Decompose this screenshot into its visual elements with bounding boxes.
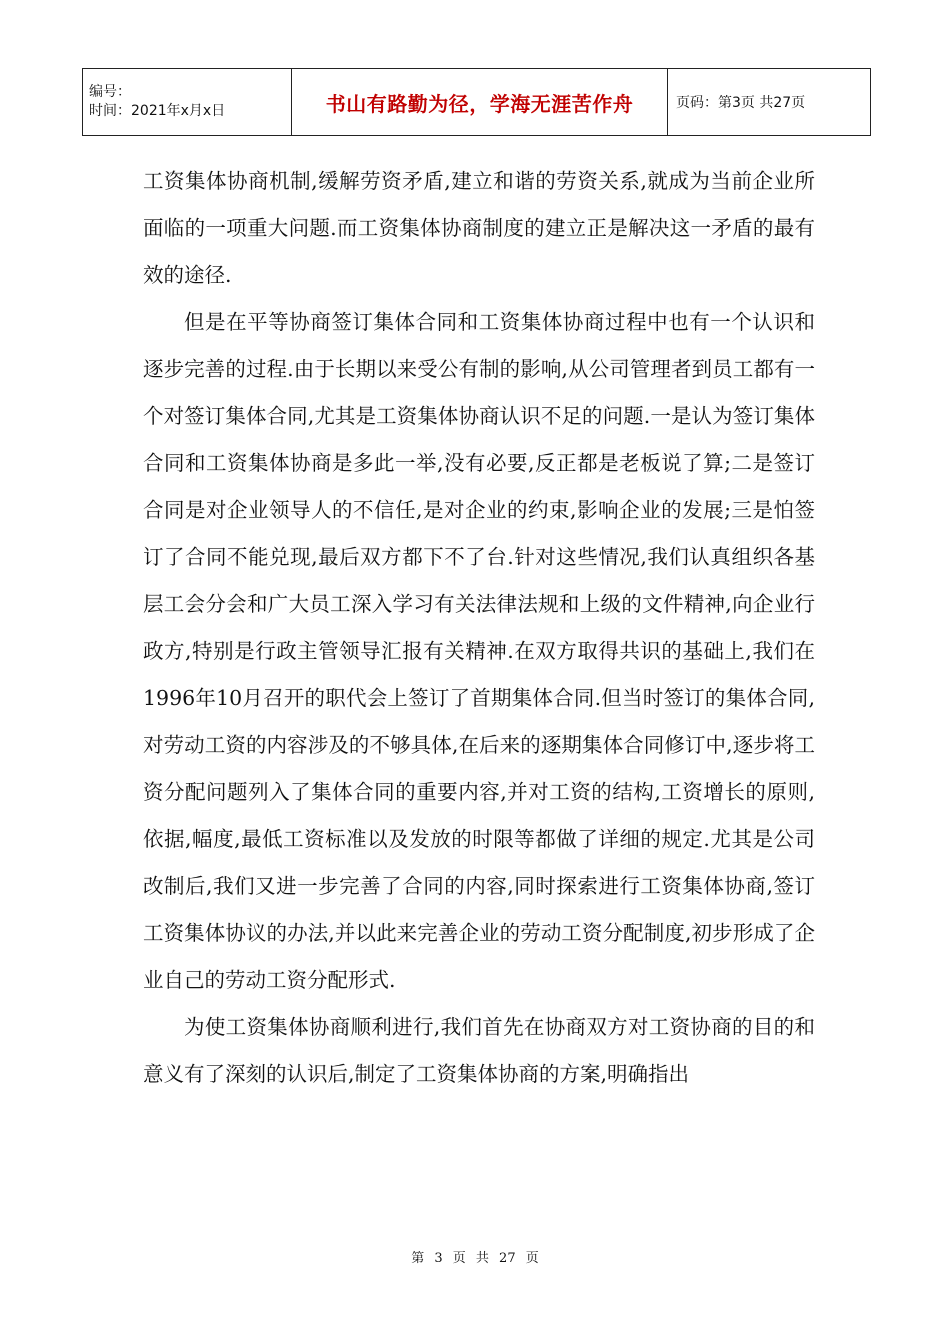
body-paragraph-1: 工资集体协商机制,缓解劳资矛盾,建立和谐的劳资关系,就成为当前企业所面临的一项重大问题.而工资集体协商制度的建立正是解决这一矛盾的最有效的途径. — [143, 169, 815, 287]
date-label: 时间：2021年x月x日 — [89, 103, 226, 119]
body-paragraph-2: 但是在平等协商签订集体合同和工资集体协商过程中也有一个认识和逐步完善的过程.由于长期以来受公有制的影响,从公司管理者到员工都有一个对签订集体合同,尤其是工资集体协商认识不足的问题.一是认为签订集体合同和工资集体协商是多此一举,没有必要,反正都是老板说了算;二是签订合同是对企业领导人的不信任,是对企业的约束,影响企业的发展;三是怕签订了合同不能兑现,最后双方都下不了台.针对这些情况,我们认真组织各基层工会分会和广大员工深入学习有关法律法规和上级的文件精神,向企业行政方,特别是行政主管领导汇报有关精神.在双方取得共识的基础上,我们在1996年10月召开的职代会上签订了首期集体合同.但当时签订的集体合同,对劳动工资的内容涉及的不够具体,在后来的逐期集体合同修订中,逐步将工资分配问题列入了集体合同的重要内容,并对工资的结构,工资增长的原则,依据,幅度,最低工资标准以及发放的时限等都做了详细的规定.尤其是公司改制后,我们又进一步完善了合同的内容,同时探索进行工资集体协商,签订工资集体协议的办法,并以此来完善企业的劳动工资分配制度,初步形成了企业自己的劳动工资分配形式. — [143, 310, 815, 992]
header-page-info: 页码：第3页 共27页 — [668, 69, 871, 136]
header-meta-cell — [83, 69, 292, 136]
serial-number-label: 编号： — [89, 84, 131, 100]
header-motto: 书山有路勤为径，学海无涯苦作舟 — [292, 69, 668, 136]
document-body — [143, 158, 815, 1098]
document-header — [82, 68, 871, 136]
body-paragraph-3: 为使工资集体协商顺利进行,我们首先在协商双方对工资协商的目的和意义有了深刻的认识后,制定了工资集体协商的方案,明确指出 — [143, 1015, 815, 1086]
page-footer: 第 3 页 共 27 页 — [411, 1251, 539, 1266]
